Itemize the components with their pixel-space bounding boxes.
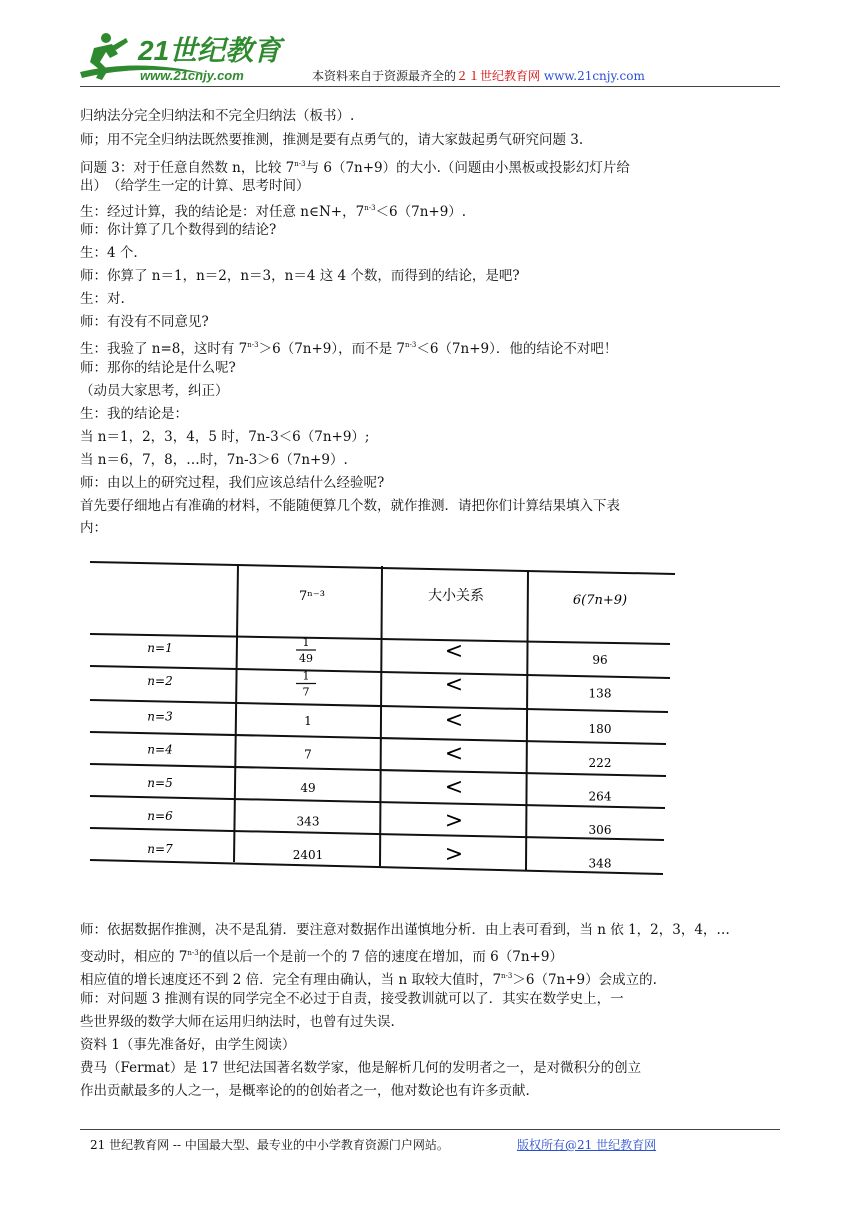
text-line: 师：对问题 3 推测有误的同学完全不必过于自责，接受教训就可以了．其实在数学史上，一 [80, 991, 624, 1007]
student-check [80, 335, 617, 359]
table-cell-relation: > [444, 842, 464, 867]
text-line: 出） （给学生一定的计算、思考时间） [80, 178, 310, 194]
text-part: 变动时，相应的 7 [80, 949, 188, 965]
data-table [80, 534, 680, 890]
text-line: 当 n＝6，7，8，…时，7n-3＞6（7n+9）. [80, 452, 348, 468]
text-line: 资料 1（事先准备好，由学生阅读） [80, 1037, 296, 1053]
text-line: 师；用不完全归纳法既然要推测，推测是要有点勇气的，请大家鼓起勇气研究问题 3. [80, 132, 584, 148]
table-cell-value: 7 [304, 747, 312, 762]
table-header-cell: 7ⁿ⁻³ [299, 589, 325, 604]
header-source [312, 67, 645, 84]
header-url[interactable]: www.21cnjy.com [543, 69, 645, 83]
table-cell-relation: < [444, 639, 464, 664]
header-brand[interactable]: ２１世纪教育网 [456, 69, 541, 83]
table-cell-value: 348 [588, 856, 612, 871]
footer-copyright-link[interactable]: 版权所有@21 世纪教育网 [517, 1138, 657, 1152]
text-part: 与 6（7n+9）的大小.（问题由小黑板或投影幻灯片给 [305, 160, 630, 176]
table-header-cell: 大小关系 [428, 588, 484, 604]
footer-text: 21 世纪教育网 -- 中国最大型、最专业的中小学教育资源门户网站。 [90, 1138, 449, 1152]
text-line: 费马（Fermat）是 17 世纪法国著名数学家，他是解析几何的发明者之一，是对微积分的创立 [80, 1060, 642, 1076]
exponent: n-3 [247, 341, 259, 349]
table-cell-value: 7 [302, 685, 310, 699]
text-line: 师：你算了 n＝1，n＝2，n＝3，n＝4 这 4 个数，而得到的结论，是吧? [80, 268, 520, 284]
table-cell-value: 49 [300, 781, 316, 795]
text-line [80, 966, 657, 990]
text-line: 师：依据数据作推测，决不是乱猜．要注意对数据作出谨慎地分析．由上表可看到，当 n 依 1，2，3，4，… [80, 922, 730, 938]
table-cell-relation: < [444, 708, 464, 733]
text-line: （动员大家思考，纠正） [80, 383, 229, 399]
text-line: 生：我的结论是： [80, 406, 188, 422]
table-cell-value: 2401 [292, 848, 324, 862]
text-part: ＞6（7n+9）会成立的. [512, 972, 657, 988]
table-header-cell: 6(7n+9) [572, 593, 628, 608]
logo-text: 21世纪教育 [138, 35, 282, 66]
text-line: 师：那你的结论是什么呢? [80, 360, 236, 376]
text-part: 相应值的增长速度还不到 2 倍．完全有理由确认，当 n 取较大值时，7 [80, 972, 502, 988]
footer-divider [80, 1129, 780, 1130]
exponent: n-3 [187, 949, 199, 957]
logo-url-text: www.21cnjy.com [140, 68, 244, 83]
site-logo [78, 28, 298, 86]
text-part: ＜6（7n+9）. [375, 204, 467, 220]
table-cell-value: 222 [588, 755, 612, 770]
table-row-label: n=3 [147, 709, 173, 724]
exponent: n-3 [405, 341, 417, 349]
text-part: 的值以后一个是前一个的 7 倍的速度在增加，而 6（7n+9） [198, 949, 563, 965]
text-line: 师：有没有不同意见? [80, 314, 209, 330]
student-conclusion [80, 198, 466, 222]
table-cell-relation: > [444, 808, 464, 834]
problem-3 [80, 154, 630, 178]
table-row-label: n=4 [147, 742, 173, 757]
table-cell-value: 306 [588, 823, 612, 837]
table-cell-value: 96 [592, 653, 608, 667]
table-row-label: n=7 [147, 842, 173, 857]
text-line: 首先要仔细地占有准确的材料，不能随便算几个数，就作推测．请把你们计算结果填入下表 [80, 498, 620, 514]
text-line: 归纳法分完全归纳法和不完全归纳法（板书）. [80, 108, 355, 124]
text-part: ＞6（7n+9），而不是 7 [258, 341, 406, 357]
exponent: n-3 [294, 160, 306, 168]
table-cell-value: 180 [588, 722, 612, 737]
table-row-label: n=6 [147, 809, 173, 823]
table-cell-value: 138 [588, 686, 612, 701]
table-cell-value: 343 [296, 814, 320, 829]
table-cell-relation: < [444, 672, 464, 698]
table-cell-value: 49 [299, 652, 313, 665]
table-row-label: n=5 [147, 775, 173, 790]
header-divider [80, 86, 780, 87]
text-line: 生：对. [80, 291, 125, 307]
text-line: 些世界级的数学大师在运用归纳法时，也曾有过失误. [80, 1014, 395, 1030]
text-line: 作出贡献最多的人之一，是概率论的的创始者之一，他对数论也有许多贡献. [80, 1083, 530, 1099]
table-cell-value: 1 [304, 714, 312, 728]
table-cell-value: 1 [302, 636, 310, 649]
text-part: 生：我验了 n=8，这时有 7 [80, 341, 248, 357]
text-part: 问题 3：对于任意自然数 n，比较 7 [80, 160, 295, 176]
table-cell-relation: < [444, 741, 464, 767]
header-source-prefix: 本资料来自于资源最齐全的 [312, 69, 457, 83]
table-row-label: n=2 [147, 674, 173, 689]
table-cell-value: 264 [588, 789, 612, 804]
table-cell-value: 1 [302, 669, 310, 683]
exponent: n-3 [364, 204, 376, 212]
table-row-label: n=1 [147, 641, 173, 655]
table-cell-relation: < [444, 775, 464, 800]
text-part: 生：经过计算，我的结论是：对任意 n∈N+，7 [80, 204, 365, 220]
text-line [80, 943, 563, 967]
text-line: 师：由以上的研究过程，我们应该总结什么经验呢? [80, 475, 385, 491]
text-line: 当 n＝1，2，3，4，5 时，7n-3＜6（7n+9）; [80, 429, 370, 445]
text-line: 生：4 个. [80, 245, 138, 261]
text-line: 师：你计算了几个数得到的结论? [80, 222, 277, 238]
text-part: ＜6（7n+9）．他的结论不对吧！ [416, 341, 618, 357]
text-line: 内： [80, 520, 107, 536]
exponent: n-3 [501, 972, 513, 980]
